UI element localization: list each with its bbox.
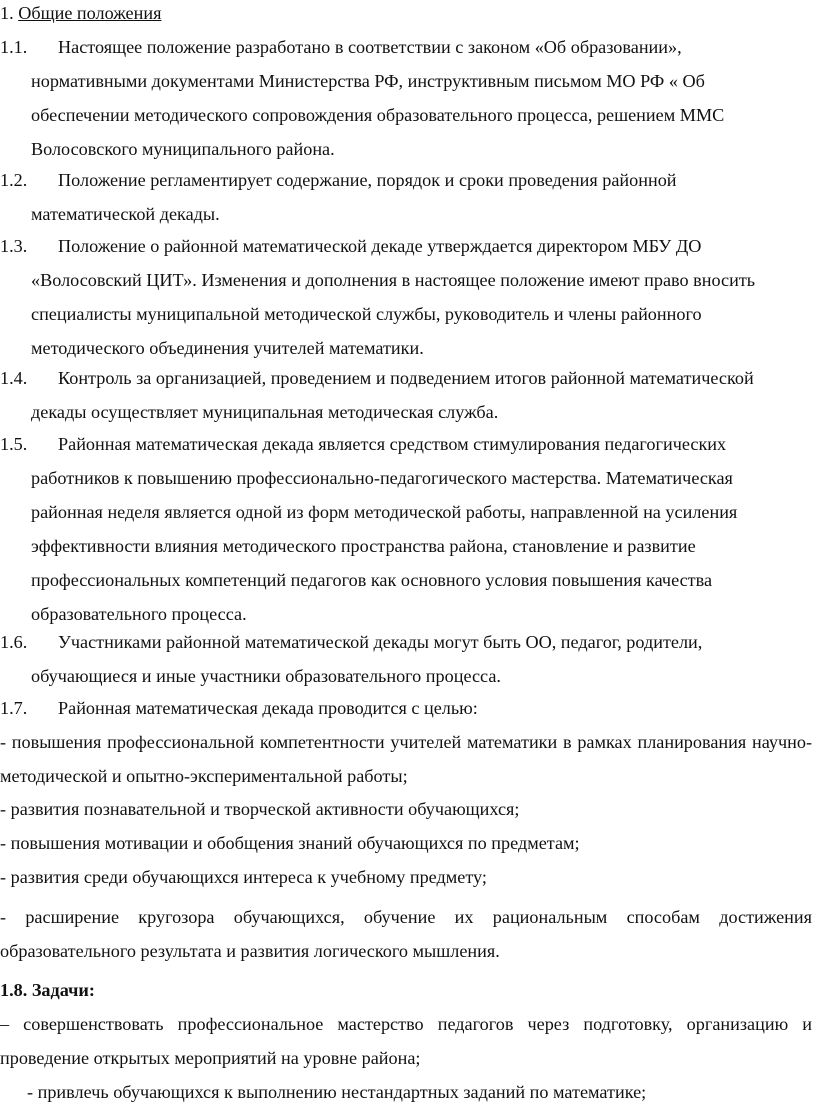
clause-1-4 bbox=[0, 361, 800, 429]
section-title: Общие положения bbox=[18, 3, 162, 23]
clause-1-7 bbox=[0, 691, 800, 725]
clause-number: 1.1. bbox=[0, 37, 28, 57]
clause-text: Районная математическая декада проводится с целью: bbox=[58, 698, 478, 718]
clause-number: 1.4. bbox=[0, 368, 28, 388]
clause-number: 1.3. bbox=[0, 236, 28, 256]
clause-text: Настоящее положение разработано в соответствии с законом «Об образовании», нормативными документами Министерства РФ, инструктивным письмом МО РФ « Об обеспечении методического сопровождения образовательного процесса, решением ММС Волосовского муниципального района. bbox=[31, 37, 725, 159]
clause-1-1 bbox=[0, 30, 800, 166]
clause-text: Районная математическая декада является средством стимулирования педагогических работников к повышению профессионально-педагогического мастерства. Математическая районная неделя является одной из форм методической работы, направленной на усиления эффективности влияния методического пространства района, становление и развитие профессиональных компетенций педагогов как основного условия повышения качества образовательного процесса. bbox=[31, 434, 738, 624]
task-item: – совершенствовать профессиональное мастерство педагогов через подготовку, организацию и проведение открытых мероприятий на уровне района; bbox=[0, 1014, 812, 1068]
clause-text: Положение регламентирует содержание, порядок и сроки проведения районной математической декады. bbox=[31, 170, 677, 224]
goal-item: - развития познавательной и творческой активности обучающихся; bbox=[0, 799, 520, 819]
goal-item: - повышения мотивации и обобщения знаний обучающихся по предметам; bbox=[0, 833, 580, 853]
clause-number: 1.5. bbox=[0, 434, 28, 454]
clause-number: 1.2. bbox=[0, 170, 28, 190]
clause-1-6 bbox=[0, 625, 800, 693]
clause-number: 1.6. bbox=[0, 632, 28, 652]
goal-item: - развития среди обучающихся интереса к учебному предмету; bbox=[0, 867, 487, 887]
clause-1-5 bbox=[0, 427, 800, 631]
clause-text: Контроль за организацией, проведением и подведением итогов районной математической декады осуществляет муниципальная методическая служба. bbox=[31, 368, 754, 422]
clause-text: Положение о районной математической декаде утверждается директором МБУ ДО «Волосовский ЦИТ». Изменения и дополнения в настоящее положение имеют право вносить специалисты муниципальной методической службы, руководитель и члены районного методического объединения учителей математики. bbox=[31, 236, 756, 358]
tasks-heading: 1.8. Задачи: bbox=[0, 980, 95, 1000]
clause-1-3 bbox=[0, 229, 800, 365]
clause-1-2 bbox=[0, 163, 800, 231]
task-item: - привлечь обучающихся к выполнению нестандартных заданий по математике; bbox=[27, 1082, 647, 1102]
goal-item: - расширение кругозора обучающихся, обучение их рациональным способам достижения образовательного результата и развития логического мышления. bbox=[0, 907, 812, 961]
goal-item: - повышения профессиональной компетентности учителей математики в рамках планирования научно-методической и опытно-экспериментальной работы; bbox=[0, 732, 812, 786]
clause-number: 1.7. bbox=[0, 698, 28, 718]
clause-text: Участниками районной математической декады могут быть ОО, педагог, родители, обучающиеся и иные участники образовательного процесса. bbox=[31, 632, 703, 686]
section-number: 1. bbox=[0, 3, 14, 23]
section-heading bbox=[0, 0, 161, 30]
